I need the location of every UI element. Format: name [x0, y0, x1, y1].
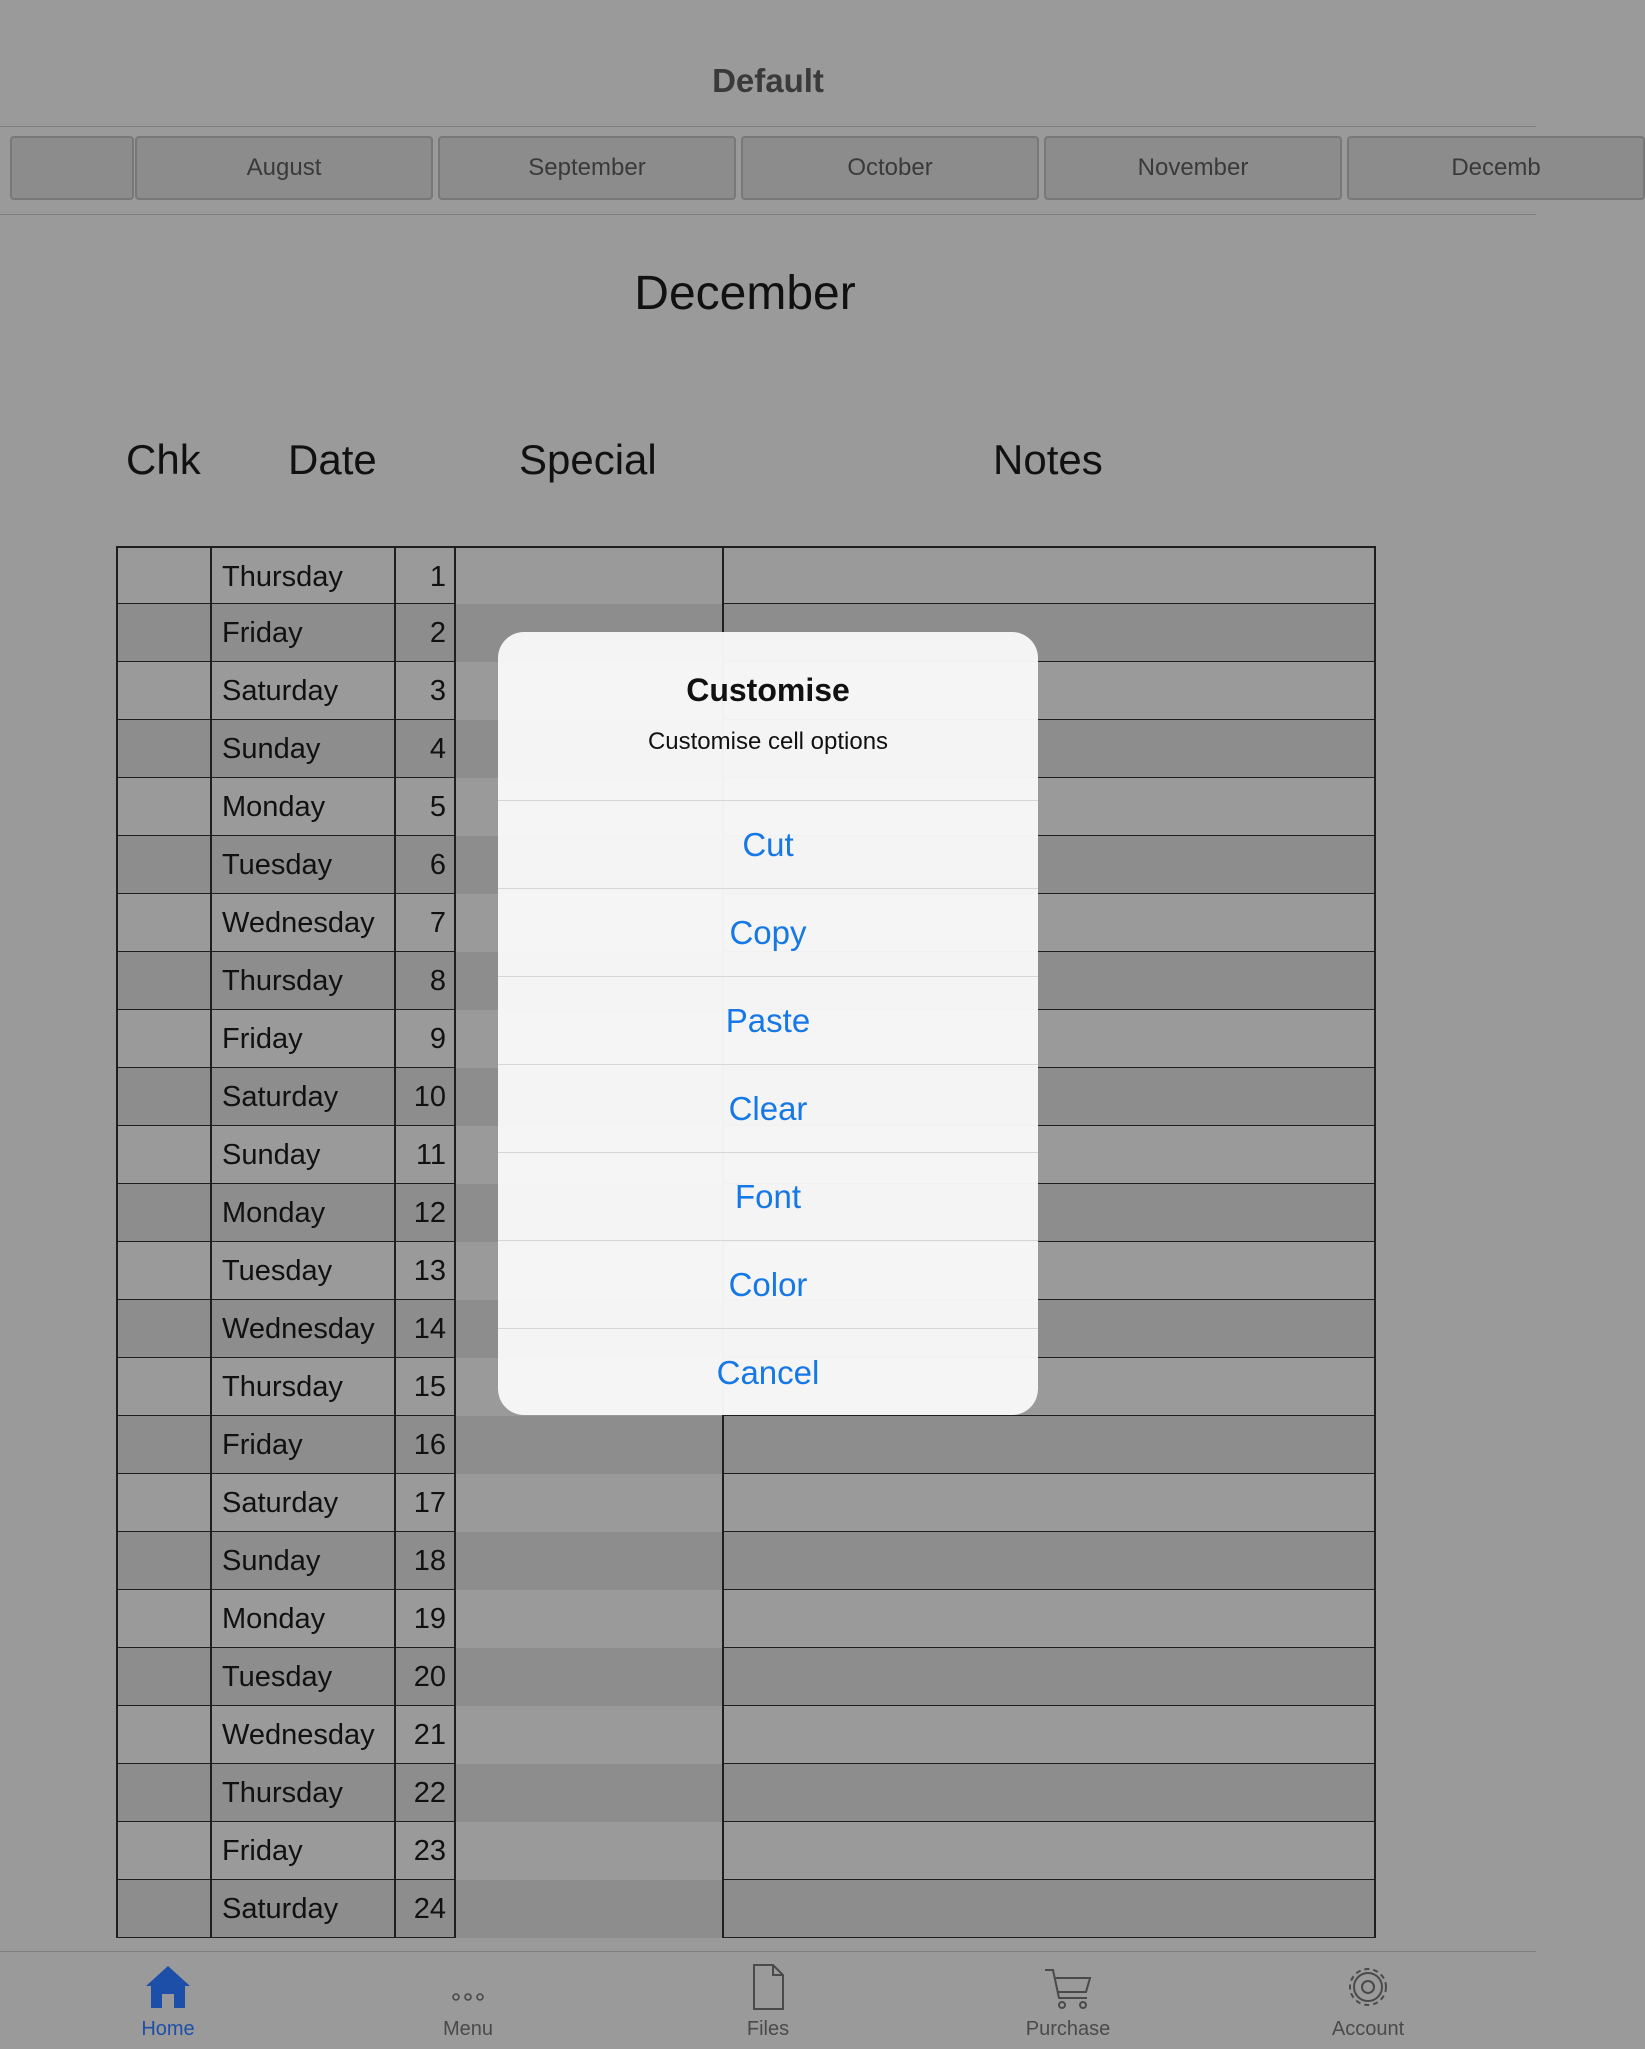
tab-home[interactable] [68, 1952, 268, 2049]
day-cell[interactable]: Wednesday [210, 1706, 394, 1764]
date-number-cell[interactable]: 6 [394, 836, 454, 894]
cut-button[interactable]: Cut [498, 800, 1038, 889]
month-tab-september[interactable]: September [438, 136, 736, 200]
copy-button[interactable]: Copy [498, 888, 1038, 977]
notes-cell[interactable] [722, 1416, 1376, 1474]
chk-cell[interactable] [116, 546, 210, 604]
month-tab-november[interactable]: November [1044, 136, 1342, 200]
dialog-title: Customise [686, 672, 850, 708]
day-cell[interactable]: Sunday [210, 1126, 394, 1184]
notes-cell[interactable] [722, 1648, 1376, 1706]
chk-cell[interactable] [116, 1648, 210, 1706]
day-cell[interactable]: Thursday [210, 952, 394, 1010]
notes-cell[interactable] [722, 1764, 1376, 1822]
day-cell[interactable]: Thursday [210, 1358, 394, 1416]
date-number-cell[interactable]: 4 [394, 720, 454, 778]
month-tab-december[interactable]: Decemb [1347, 136, 1645, 200]
day-cell[interactable]: Monday [210, 1590, 394, 1648]
day-cell[interactable]: Thursday [210, 546, 394, 604]
date-number-cell[interactable]: 24 [394, 1880, 454, 1938]
day-cell[interactable]: Monday [210, 1184, 394, 1242]
chk-cell[interactable] [116, 952, 210, 1010]
notes-cell[interactable] [722, 546, 1376, 604]
notes-cell[interactable] [722, 1880, 1376, 1938]
dialog-message: Customise cell options [647, 728, 889, 755]
chk-cell[interactable] [116, 1184, 210, 1242]
date-number-cell[interactable]: 19 [394, 1590, 454, 1648]
chk-cell[interactable] [116, 1474, 210, 1532]
date-number-cell[interactable]: 13 [394, 1242, 454, 1300]
day-cell[interactable]: Tuesday [210, 836, 394, 894]
day-cell[interactable]: Wednesday [210, 1300, 394, 1358]
date-number-cell[interactable]: 15 [394, 1358, 454, 1416]
special-cell[interactable] [454, 1822, 722, 1880]
chk-cell[interactable] [116, 1880, 210, 1938]
day-cell[interactable]: Friday [210, 604, 394, 662]
more-icon [443, 1962, 493, 2012]
table-row [116, 1764, 1376, 1822]
date-number-cell[interactable]: 8 [394, 952, 454, 1010]
date-number-cell[interactable]: 23 [394, 1822, 454, 1880]
notes-cell[interactable] [722, 1822, 1376, 1880]
day-cell[interactable]: Sunday [210, 1532, 394, 1590]
chk-cell[interactable] [116, 1126, 210, 1184]
table-row [116, 1822, 1376, 1880]
day-cell[interactable]: Friday [210, 1822, 394, 1880]
date-number-cell[interactable]: 18 [394, 1532, 454, 1590]
special-cell[interactable] [454, 1590, 722, 1648]
date-number-cell[interactable]: 1 [394, 546, 454, 604]
date-number-cell[interactable]: 9 [394, 1010, 454, 1068]
date-number-cell[interactable]: 14 [394, 1300, 454, 1358]
date-number-cell[interactable]: 20 [394, 1648, 454, 1706]
date-number-cell[interactable]: 10 [394, 1068, 454, 1126]
chk-cell[interactable] [116, 1532, 210, 1590]
chk-cell[interactable] [116, 894, 210, 952]
color-button[interactable]: Color [498, 1240, 1038, 1329]
gear-icon [1343, 1962, 1393, 2012]
day-cell[interactable]: Friday [210, 1010, 394, 1068]
clear-button[interactable]: Clear [498, 1064, 1038, 1153]
special-cell[interactable] [454, 1474, 722, 1532]
special-cell[interactable] [454, 1764, 722, 1822]
table-row [116, 1532, 1376, 1590]
special-cell[interactable] [454, 1880, 722, 1938]
tab-files[interactable] [668, 1952, 868, 2049]
tab-label: Purchase [1025, 2018, 1111, 2040]
date-number-cell[interactable]: 11 [394, 1126, 454, 1184]
column-header-notes: Notes [993, 436, 1103, 483]
chk-cell[interactable] [116, 778, 210, 836]
chk-cell[interactable] [116, 662, 210, 720]
chk-cell[interactable] [116, 604, 210, 662]
notes-cell[interactable] [722, 1474, 1376, 1532]
sheet-title: December [634, 267, 856, 320]
tab-menu[interactable] [368, 1952, 568, 2049]
tab-label: Files [746, 2018, 790, 2040]
special-cell[interactable] [454, 546, 722, 604]
notes-cell[interactable] [722, 1532, 1376, 1590]
table-row [116, 546, 1376, 604]
date-number-cell[interactable]: 2 [394, 604, 454, 662]
date-number-cell[interactable]: 12 [394, 1184, 454, 1242]
cart-icon [1043, 1962, 1093, 2012]
month-tab-previous[interactable] [10, 136, 134, 200]
chk-cell[interactable] [116, 1010, 210, 1068]
day-cell[interactable]: Saturday [210, 1880, 394, 1938]
tab-purchase[interactable] [968, 1952, 1168, 2049]
table-row [116, 1474, 1376, 1532]
chk-cell[interactable] [116, 1300, 210, 1358]
chk-cell[interactable] [116, 836, 210, 894]
file-icon [743, 1962, 793, 2012]
chk-cell[interactable] [116, 1068, 210, 1126]
chk-cell[interactable] [116, 1590, 210, 1648]
chk-cell[interactable] [116, 1822, 210, 1880]
tab-label: Menu [442, 2018, 494, 2040]
chk-cell[interactable] [116, 1416, 210, 1474]
date-number-cell[interactable]: 17 [394, 1474, 454, 1532]
font-button[interactable]: Font [498, 1152, 1038, 1241]
day-cell[interactable]: Thursday [210, 1764, 394, 1822]
nav-title: Default [712, 62, 824, 99]
chk-cell[interactable] [116, 1764, 210, 1822]
special-cell[interactable] [454, 1648, 722, 1706]
table-row [116, 1706, 1376, 1764]
month-tab-august[interactable]: August [135, 136, 433, 200]
day-cell[interactable]: Tuesday [210, 1648, 394, 1706]
paste-button[interactable]: Paste [498, 976, 1038, 1065]
tab-label: Home [141, 2018, 195, 2040]
notes-cell[interactable] [722, 1706, 1376, 1764]
day-cell[interactable]: Saturday [210, 1474, 394, 1532]
special-cell[interactable] [454, 1532, 722, 1590]
month-tab-strip[interactable] [10, 134, 1541, 204]
day-cell[interactable]: Wednesday [210, 894, 394, 952]
home-icon [143, 1962, 193, 2012]
tab-bar [0, 1951, 1536, 2049]
chk-cell[interactable] [116, 720, 210, 778]
table-row [116, 1648, 1376, 1706]
date-number-cell[interactable]: 21 [394, 1706, 454, 1764]
divider [0, 214, 1536, 215]
day-cell[interactable]: Friday [210, 1416, 394, 1474]
month-tab-october[interactable]: October [741, 136, 1039, 200]
day-cell[interactable]: Monday [210, 778, 394, 836]
table-row [116, 1416, 1376, 1474]
cancel-button[interactable]: Cancel [498, 1328, 1038, 1417]
table-row [116, 1880, 1376, 1938]
column-header-date: Date [288, 436, 377, 483]
column-header-special: Special [519, 436, 657, 483]
date-number-cell[interactable]: 5 [394, 778, 454, 836]
date-number-cell[interactable]: 7 [394, 894, 454, 952]
chk-cell[interactable] [116, 1358, 210, 1416]
date-number-cell[interactable]: 3 [394, 662, 454, 720]
day-cell[interactable]: Sunday [210, 720, 394, 778]
table-row [116, 1590, 1376, 1648]
navigation-bar [0, 0, 1536, 127]
special-cell[interactable] [454, 1706, 722, 1764]
chk-cell[interactable] [116, 1242, 210, 1300]
tab-label: Account [1331, 2018, 1405, 2040]
customise-dialog [498, 632, 1038, 1415]
day-cell[interactable]: Saturday [210, 662, 394, 720]
day-cell[interactable]: Saturday [210, 1068, 394, 1126]
date-number-cell[interactable]: 16 [394, 1416, 454, 1474]
notes-cell[interactable] [722, 1590, 1376, 1648]
date-number-cell[interactable]: 22 [394, 1764, 454, 1822]
column-header-chk: Chk [126, 436, 201, 483]
day-cell[interactable]: Tuesday [210, 1242, 394, 1300]
special-cell[interactable] [454, 1416, 722, 1474]
tab-account[interactable] [1268, 1952, 1468, 2049]
chk-cell[interactable] [116, 1706, 210, 1764]
